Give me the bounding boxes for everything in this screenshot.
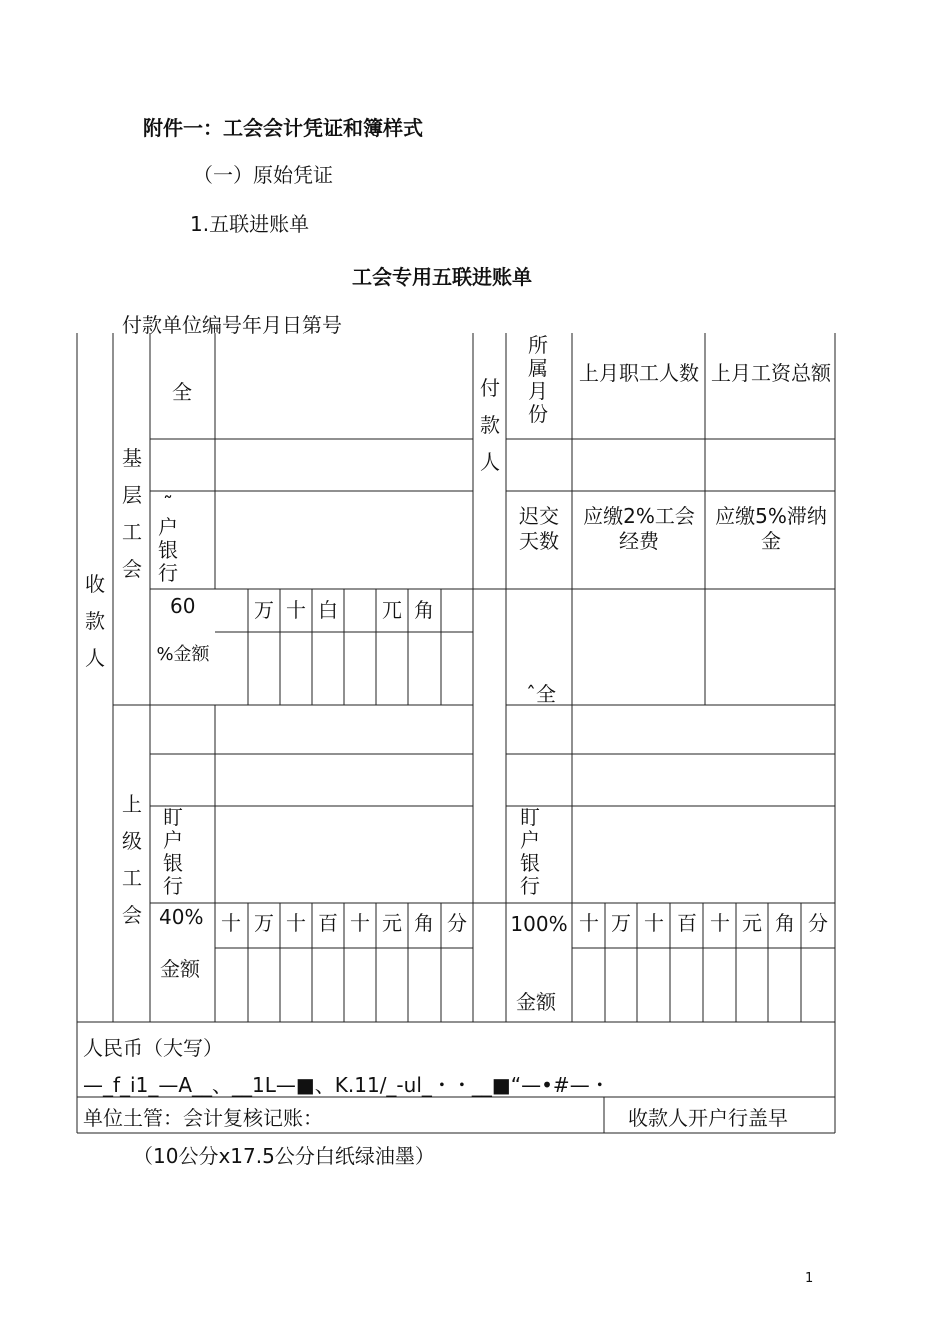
bank-label-payer: 盯户银行 [520, 805, 540, 898]
digit100-4: 十 [710, 911, 730, 935]
bank-label-top: ˜户银行 [158, 492, 178, 585]
signature-right: 收款人开户行盖早 [628, 1106, 788, 1130]
name-label: 全 [172, 380, 192, 404]
digit40-2: 十 [286, 911, 306, 935]
pct60-label: %金额 [156, 644, 210, 665]
digit60-3: 白 [318, 598, 338, 622]
digit100-2: 十 [644, 911, 664, 935]
digit40-3: 百 [318, 911, 338, 935]
month-label: 所属月份 [528, 333, 548, 426]
digit40-7: 分 [447, 911, 467, 935]
digit40-1: 万 [254, 911, 274, 935]
late-days-label: 迟交天数 [519, 504, 559, 553]
grassroots-union-label: 基层工会 [122, 446, 142, 581]
pct40-number: 40% [159, 905, 204, 929]
item-heading: 1.五联进账单 [190, 212, 310, 236]
signature-left: 单位土管：会计复核记账： [83, 1106, 323, 1130]
form-title: 工会专用五联进账单 [352, 265, 532, 289]
bank-label-upper: 盯户银行 [163, 805, 183, 898]
digit60-5: 兀 [382, 598, 402, 622]
form-header-line: 付款单位编号年月日第号 [122, 313, 342, 337]
workers-label: 上月职工人数 [579, 361, 699, 385]
digit100-0: 十 [579, 911, 599, 935]
pct60-number: 60 [170, 594, 196, 618]
fee2-label: 应缴2%工会经费 [583, 504, 695, 553]
payee-label: 收款人 [85, 572, 105, 670]
page-number: 1 [805, 1271, 814, 1286]
digit60-1: 万 [254, 598, 274, 622]
pct100-number: 100% [510, 912, 568, 936]
pct40-label: 金额 [160, 957, 200, 981]
digit100-5: 元 [742, 911, 762, 935]
section-heading: （一）原始凭证 [193, 163, 333, 187]
page-heading: 附件一：工会会计凭证和簿样式 [143, 116, 423, 140]
rmb-garbled-line: —_f_i1_—A__、__1L—■、K.11/_-ul_・・__■“—•#—・ [83, 1073, 610, 1097]
payer-name-label: ˆ全 [526, 682, 556, 704]
digit100-7: 分 [808, 911, 828, 935]
wage-label: 上月工资总额 [711, 361, 831, 385]
digit60-6: 角 [414, 598, 434, 622]
pct100-label: 金额 [516, 990, 556, 1014]
digit40-4: 十 [350, 911, 370, 935]
rmb-uppercase-label: 人民币（大写） [83, 1036, 223, 1060]
digit100-3: 百 [677, 911, 697, 935]
digit40-0: 十 [221, 911, 241, 935]
size-note: （10公分x17.5公分白纸绿油墨） [133, 1144, 435, 1168]
digit100-6: 角 [775, 911, 795, 935]
digit40-6: 角 [414, 911, 434, 935]
payer-label: 付款人 [480, 376, 500, 474]
upper-union-label: 上级工会 [122, 792, 142, 927]
digit60-2: 十 [286, 598, 306, 622]
digit100-1: 万 [611, 911, 631, 935]
fine5-label: 应缴5%滞纳金 [715, 504, 827, 553]
digit40-5: 元 [382, 911, 402, 935]
